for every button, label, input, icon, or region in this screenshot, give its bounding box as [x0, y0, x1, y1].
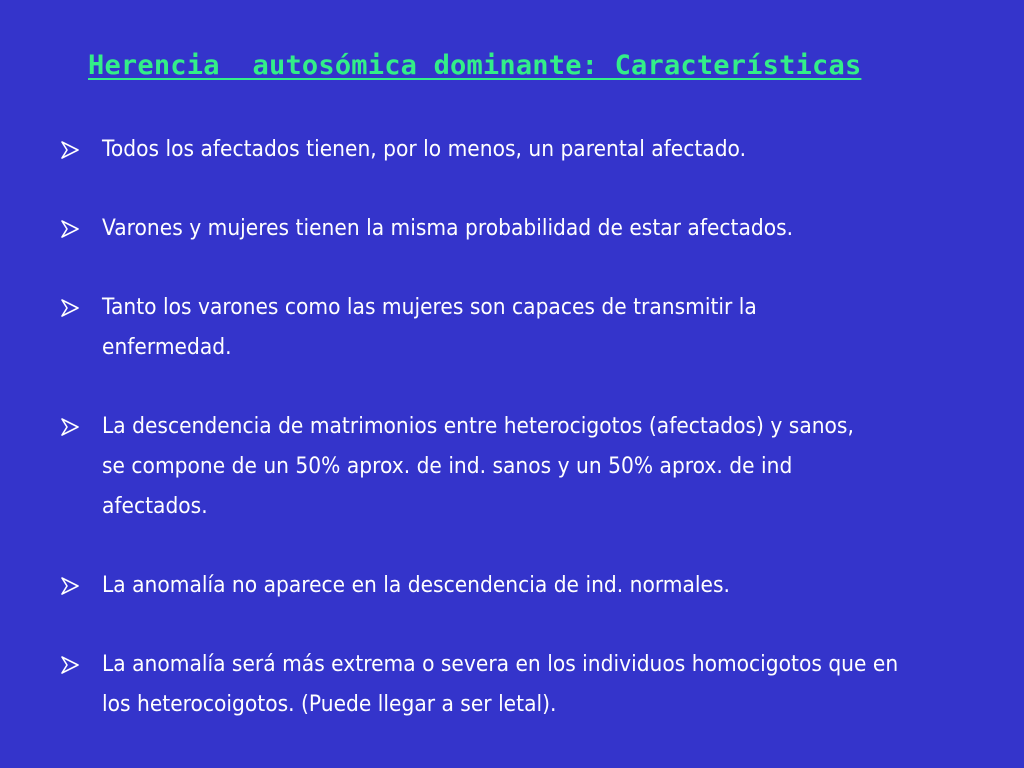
bullet-list — [60, 130, 1020, 764]
bullet-item-2 — [60, 209, 1020, 249]
bullet-text — [102, 288, 1022, 368]
bullet-line: los heterocoigotos. (Puede llegar a ser letal). — [102, 692, 557, 717]
bullet-line: La descendencia de matrimonios entre heterocigotos (afectados) y sanos, — [102, 414, 854, 439]
bullet-line: afectados. — [102, 494, 208, 519]
bullet-line: La anomalía no aparece en la descendencia de ind. normales. — [102, 573, 730, 598]
bullet-item-4 — [60, 407, 1020, 527]
bullet-text — [102, 209, 1022, 249]
arrow-bullet-icon — [60, 577, 80, 595]
slide-title: Herencia autosómica dominante: Características — [88, 50, 862, 81]
bullet-text — [102, 407, 1022, 527]
bullet-text — [102, 130, 1022, 170]
bullet-text — [102, 645, 1022, 725]
arrow-bullet-icon — [60, 656, 80, 674]
bullet-line: Tanto los varones como las mujeres son capaces de transmitir la — [102, 295, 757, 320]
arrow-bullet-icon — [60, 220, 80, 238]
bullet-item-1 — [60, 130, 1020, 170]
arrow-bullet-icon — [60, 141, 80, 159]
arrow-bullet-icon — [60, 418, 80, 436]
bullet-text — [102, 566, 1022, 606]
bullet-item-3 — [60, 288, 1020, 368]
bullet-line: enfermedad. — [102, 335, 232, 360]
bullet-item-5 — [60, 566, 1020, 606]
bullet-line: Todos los afectados tienen, por lo menos, un parental afectado. — [102, 137, 747, 162]
bullet-line: La anomalía será más extrema o severa en los individuos homocigotos que en — [102, 652, 899, 677]
bullet-line: se compone de un 50% aprox. de ind. sanos y un 50% aprox. de ind — [102, 454, 793, 479]
arrow-bullet-icon — [60, 299, 80, 317]
bullet-item-6 — [60, 645, 1020, 725]
bullet-line: Varones y mujeres tienen la misma probabilidad de estar afectados. — [102, 216, 794, 241]
